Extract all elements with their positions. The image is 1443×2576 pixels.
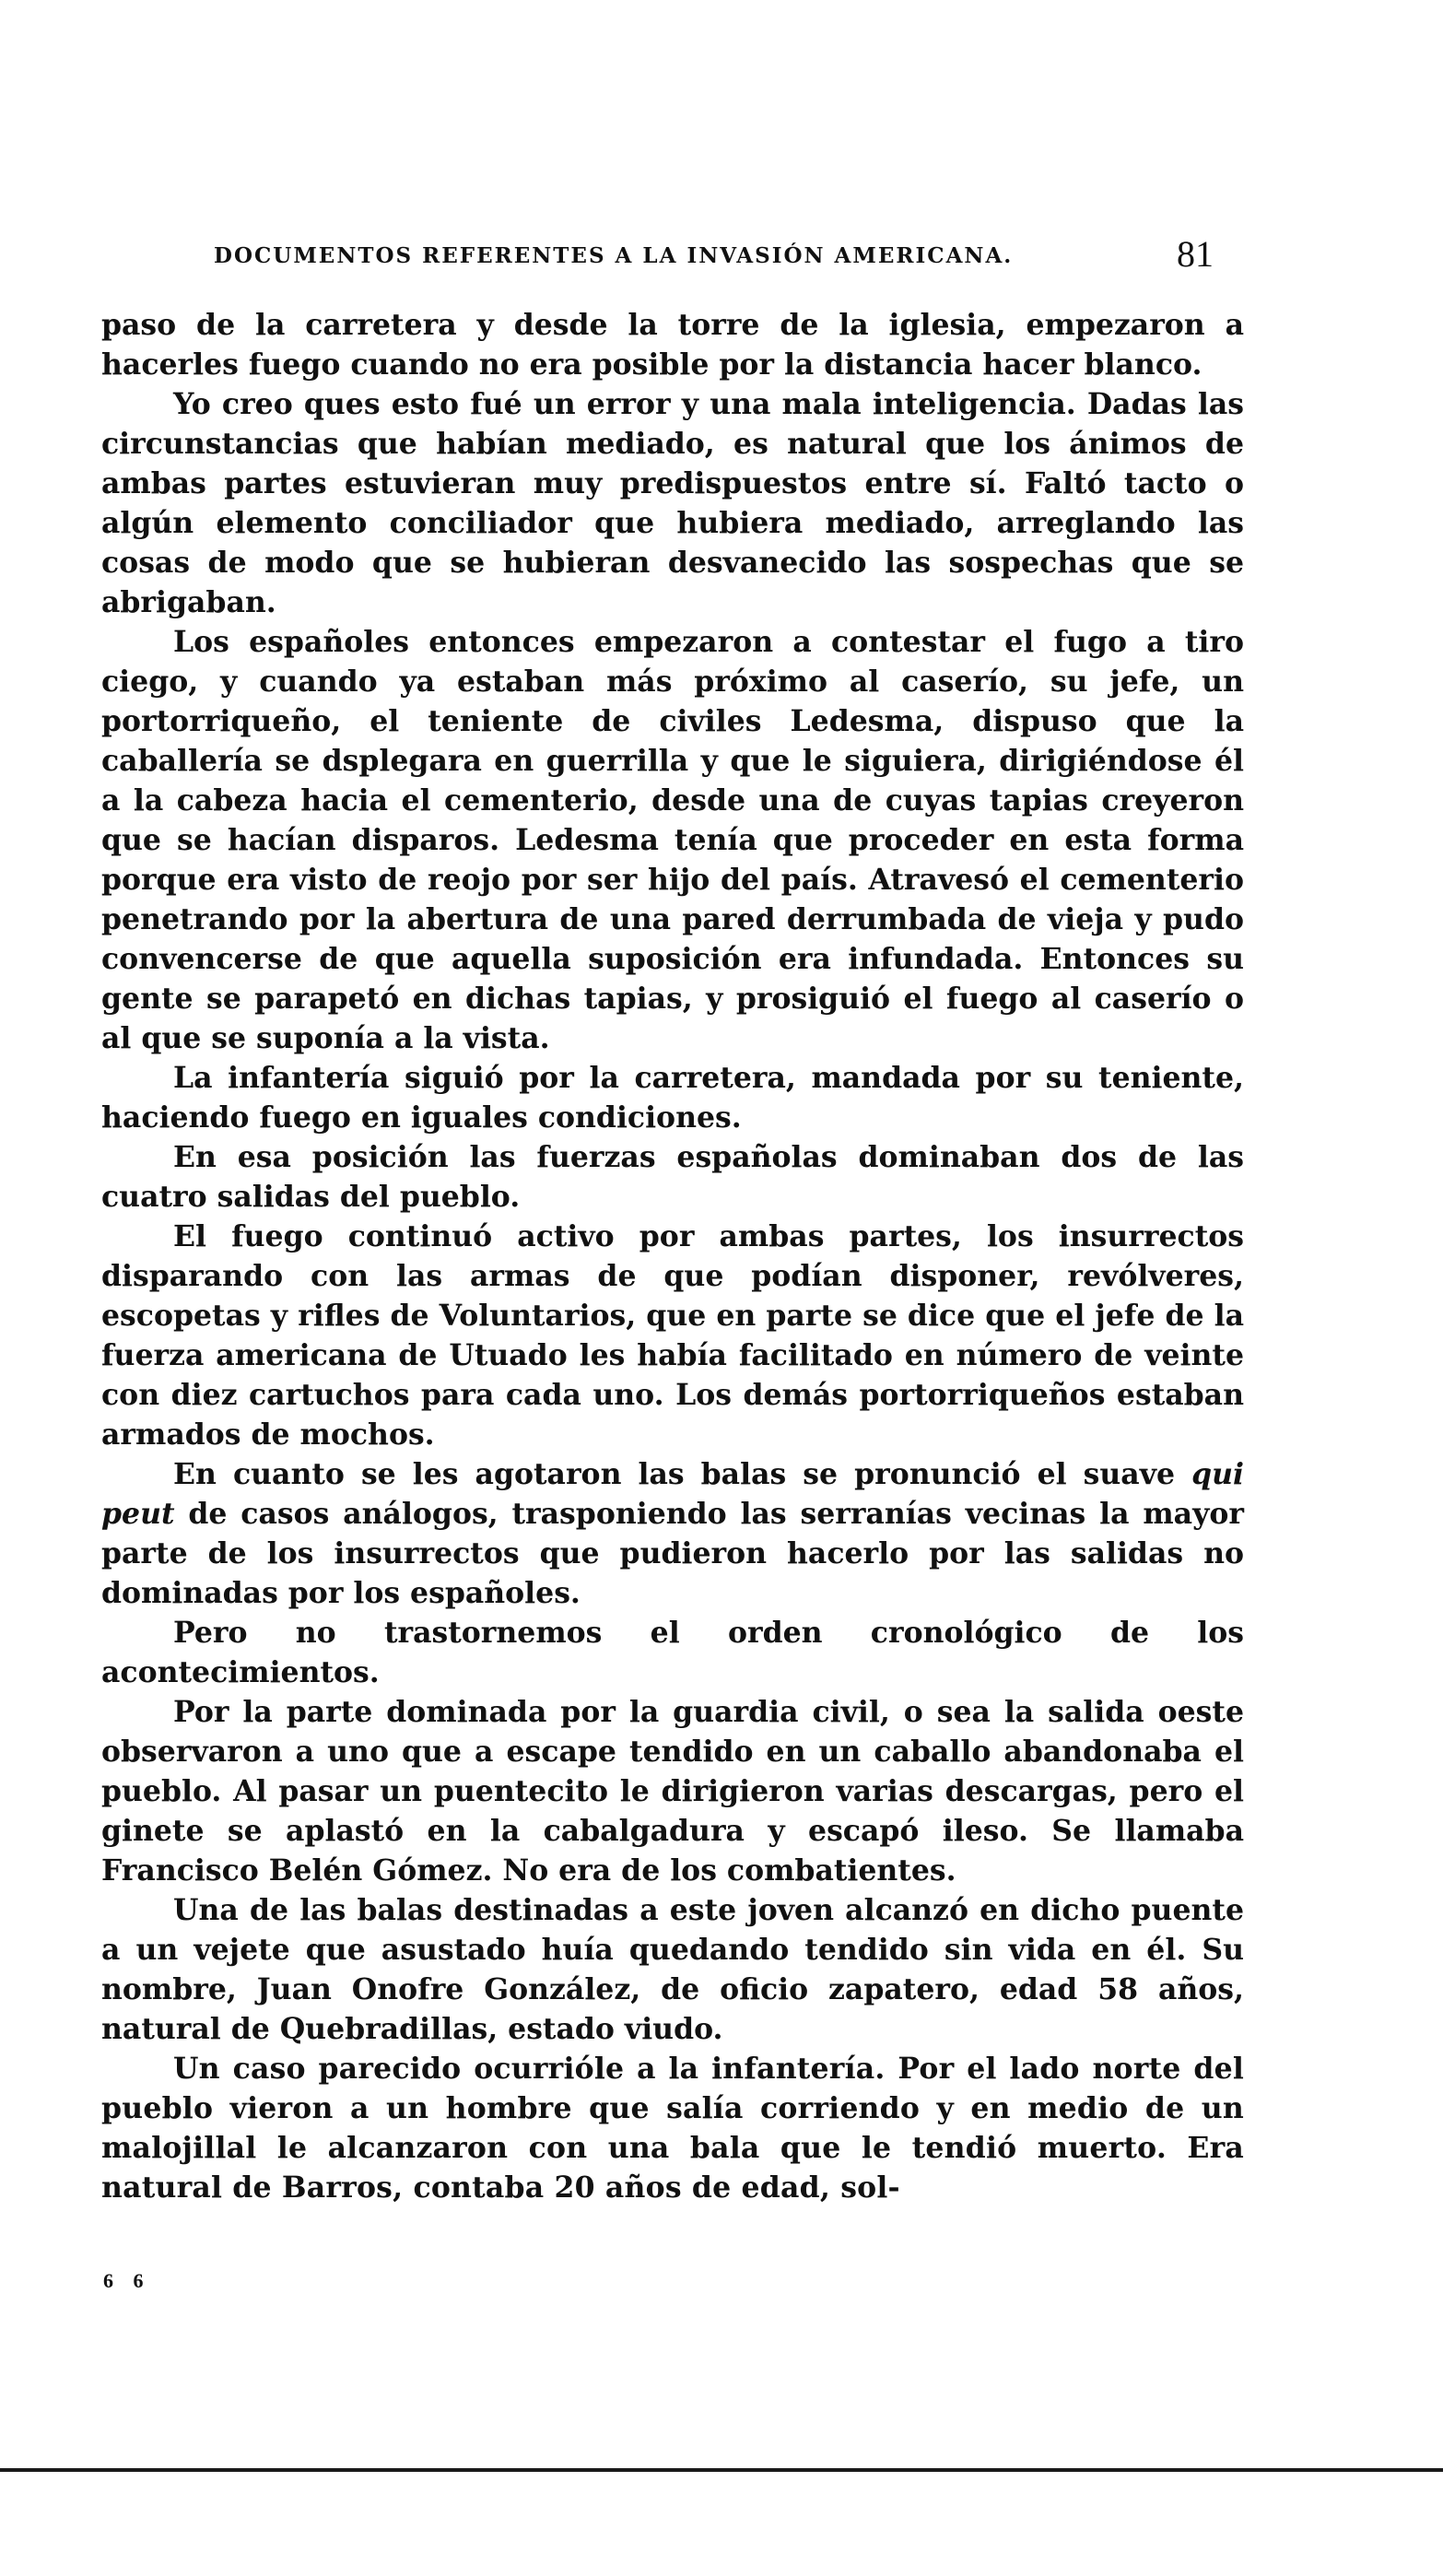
running-title: DOCUMENTOS REFERENTES A LA INVASIÓN AMERICANA. (214, 243, 1014, 268)
bottom-rule (0, 2468, 1443, 2472)
paragraph: En esa posición las fuerzas españolas dominaban dos de las cuatro salidas del pueblo. (101, 1140, 1244, 1214)
signature-mark: 6 6 (103, 2269, 151, 2292)
paragraph (101, 1454, 1244, 1613)
paragraph-text: de casos análogos, trasponiendo las serranías vecinas la mayor parte de los insurrectos que pudieron hacerlo por las salidas no dominadas por los españoles. (101, 1497, 1244, 1610)
paragraph: El fuego continuó activo por ambas partes, los insurrectos disparando con las armas de que podían disponer, revólveres, escopetas y rifles de Voluntarios, que en parte se dice que el jefe de la fuerza americana de Utuado les había facilitado en número de veinte con diez cartuchos para cada uno. Los demás portorriqueños estaban armados de mochos. (101, 1219, 1244, 1452)
paragraph: Un caso parecido ocurrióle a la infantería. Por el lado norte del pueblo vieron a un hombre que salía corriendo y en medio de un malojillal le alcanzaron con una bala que le tendió muerto. Era natural de Barros, contaba 20 años de edad, sol- (101, 2052, 1244, 2205)
paragraph: paso de la carretera y desde la torre de la iglesia, empezaron a hacerles fuego cuando no era posible por la distancia hacer blanco. (101, 308, 1244, 382)
paragraph: Una de las balas destinadas a este joven alcanzó en dicho puente a un vejete que asustado huía quedando tendido sin vida en él. Su nombre, Juan Onofre González, de oficio zapatero, edad 58 años, natural de Quebradillas, estado viudo. (101, 1893, 1244, 2046)
paragraph: Por la parte dominada por la guardia civil, o sea la salida oeste observaron a uno que a escape tendido en un caballo abandonaba el pueblo. Al pasar un puentecito le dirigieron varias descargas, pero el ginete se aplastó en la cabalgadura y escapó ileso. Se llamaba Francisco Belén Gómez. No era de los combatientes. (101, 1695, 1244, 1888)
page-number: 81 (1177, 233, 1214, 275)
paragraph-text: En cuanto se les agotaron las balas se pronunció el suave (173, 1457, 1192, 1491)
running-head (103, 232, 1214, 278)
body-text (101, 305, 1244, 2207)
italic-phrase: qui peut (101, 1457, 1244, 1531)
paragraph: Pero no trastornemos el orden cronológico de los acontecimientos. (101, 1616, 1244, 1689)
paragraph: Los españoles entonces empezaron a contestar el fugo a tiro ciego, y cuando ya estaban más próximo al caserío, su jefe, un portorriqueño, el teniente de civiles Ledesma, dispuso que la caballería se dsplegara en guerrilla y que le siguiera, dirigiéndose él a la cabeza hacia el cementerio, desde una de cuyas tapias creyeron que se hacían disparos. Ledesma tenía que proceder en esta forma porque era visto de reojo por ser hijo del país. Atravesó el cementerio penetrando por la abertura de una pared derrumbada de vieja y pudo convencerse de que aquella suposición era infundada. Entonces su gente se parapetó en dichas tapias, y prosiguió el fuego al caserío o al que se suponía a la vista. (101, 625, 1244, 1055)
paragraph: La infantería siguió por la carretera, mandada por su teniente, haciendo fuego en iguales condiciones. (101, 1061, 1244, 1135)
paragraph: Yo creo ques esto fué un error y una mala inteligencia. Dadas las circunstancias que habían mediado, es natural que los ánimos de ambas partes estuvieran muy predispuestos entre sí. Faltó tacto o algún elemento conciliador que hubiera mediado, arreglando las cosas de modo que se hubieran desvanecido las sospechas que se abrigaban. (101, 387, 1244, 619)
